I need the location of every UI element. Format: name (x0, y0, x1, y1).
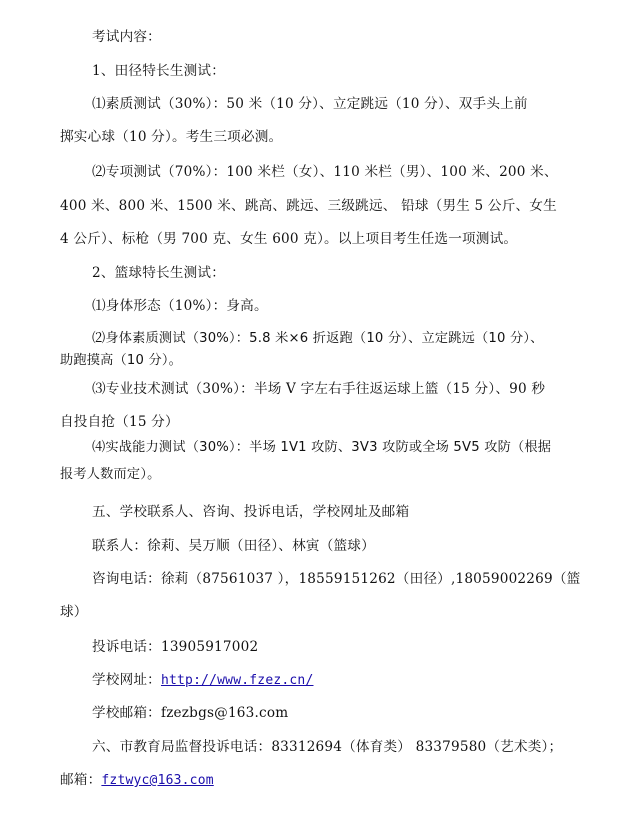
basketball-item-2-line-2: 助跑摸高（10 分）。 (60, 353, 183, 368)
basketball-section-title: 2、篮球特长生测试： (92, 265, 225, 281)
basketball-item-4-line-2: 报考人数而定）。 (60, 467, 161, 482)
consult-phone-line-1: 咨询电话：徐莉（87561037 ），18559151262（田径）,18059002269（篮 (92, 571, 581, 587)
contact-persons: 联系人：徐莉、吴万顺（田径）、林寅（篮球） (92, 538, 375, 554)
track-item-2-line-3: 4 公斤）、标枪（男 700 克、女生 600 克）。以上项目考生任选一项测试。 (60, 231, 518, 247)
track-item-1-line-2: 掷实心球（10 分）。考生三项必测。 (60, 129, 283, 145)
track-section-title: 1、田径特长生测试： (92, 63, 225, 79)
school-email-row (92, 703, 288, 723)
school-email-value: fzezbgs@163.com (160, 705, 289, 721)
basketball-item-2-line-1: ⑵身体素质测试（30%）：5.8 米×6 折返跑（10 分）、立定跳远（10 分）、 (92, 331, 544, 346)
basketball-item-3-line-1: ⑶专业技术测试（30%）：半场 V 字左右手往返运球上篮（15 分）、90 秒 (92, 381, 546, 397)
bureau-complaint-line: 六、市教育局监督投诉电话：83312694（体育类） 83379580（艺术类）； (92, 739, 563, 755)
school-website-label: 学校网址： (92, 672, 161, 688)
school-website-row (92, 670, 313, 691)
school-website-link[interactable]: http://www.fzez.cn/ (160, 673, 314, 688)
school-email-label: 学校邮箱： (92, 705, 161, 721)
basketball-item-1: ⑴身体形态（10%）：身高。 (92, 298, 268, 314)
track-item-2-line-1: ⑵专项测试（70%）：100 米栏（女）、110 米栏（男）、100 米、200 米、 (92, 164, 558, 180)
track-item-1-line-1: ⑴素质测试（30%）：50 米（10 分）、立定跳远（10 分）、双手头上前 (92, 96, 528, 112)
basketball-item-4-line-1: ⑷实战能力测试（30%）：半场 1V1 攻防、3V3 攻防或全场 5V5 攻防（根据 (92, 440, 552, 455)
consult-phone-line-2: 球） (60, 604, 88, 620)
complaint-phone: 投诉电话：13905917002 (92, 639, 259, 655)
bureau-email-row (60, 770, 214, 791)
contact-section-title: 五、学校联系人、咨询、投诉电话，学校网址及邮箱 (92, 504, 410, 520)
track-item-2-line-2: 400 米、800 米、1500 米、跳高、跳远、三级跳远、 铅球（男生 5 公斤、女生 (60, 198, 557, 214)
bureau-email-label: 邮箱： (60, 772, 102, 788)
bureau-email-link[interactable]: fztwyc@163.com (101, 773, 214, 788)
exam-content-heading: 考试内容： (92, 29, 161, 45)
basketball-item-3-line-2: 自投自抢（15 分） (60, 414, 179, 430)
